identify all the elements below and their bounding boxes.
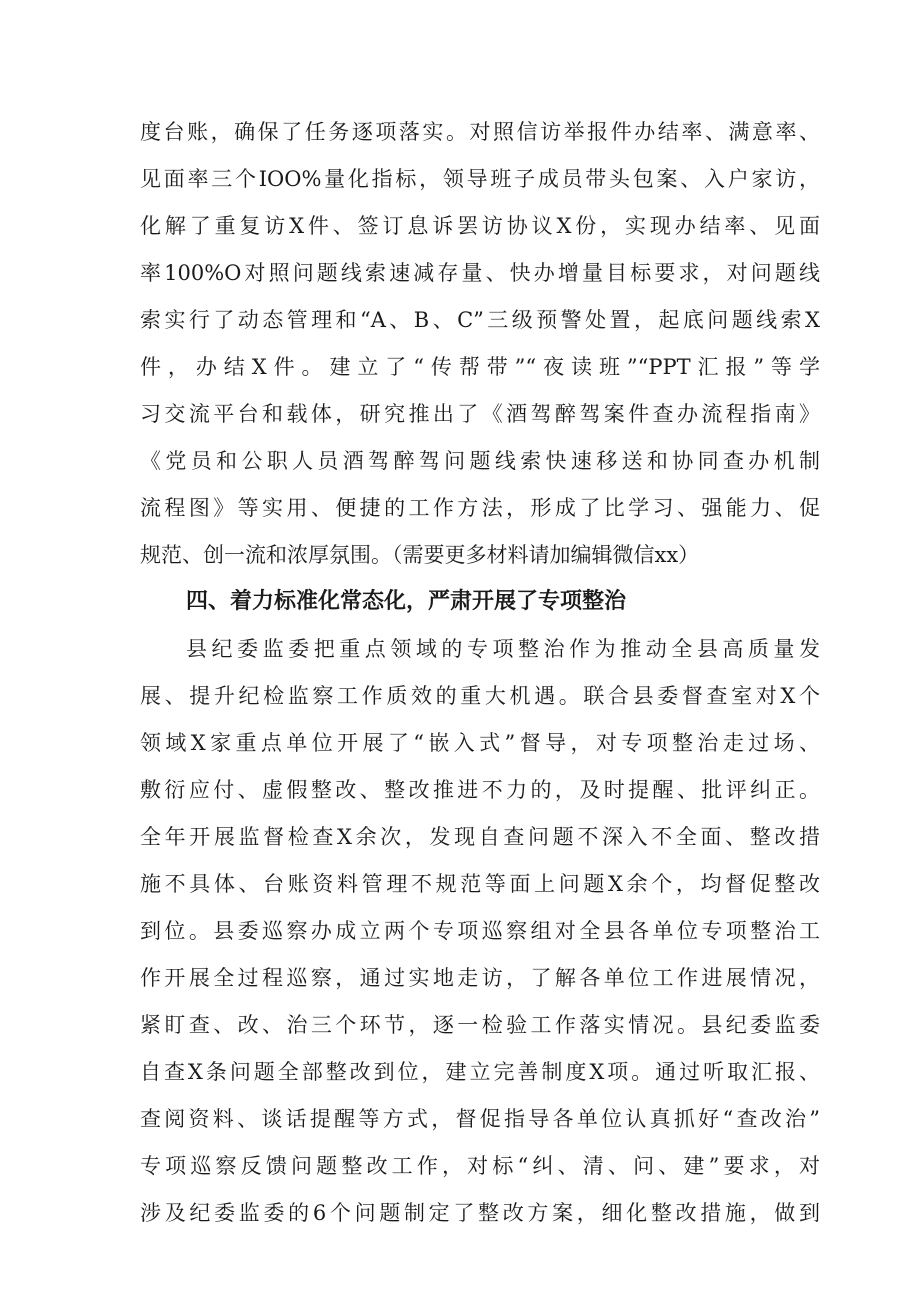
paragraph-line: 领域X家重点单位开展了“嵌入式”督导，对专项整治走过场、 bbox=[140, 731, 820, 755]
paragraph-line: 全年开展监督检查X余次，发现自查问题不深入不全面、整改措 bbox=[140, 825, 820, 849]
paragraph-line: 查阅资料、谈话提醒等方式，督促指导各单位认真抓好“查改治” bbox=[140, 1107, 820, 1131]
section-heading: 四、着力标准化常态化，严肃开展了专项整治 bbox=[186, 589, 627, 614]
paragraph-line: 规范、创一流和浓厚氛围。（需要更多材料请加编辑微信xx） bbox=[140, 543, 700, 567]
paragraph-line: 见面率三个IOO%量化指标，领导班子成员带头包案、入户家访， bbox=[140, 167, 820, 191]
paragraph-line: 流程图》等实用、便捷的工作方法，形成了比学习、强能力、促 bbox=[140, 496, 820, 520]
paragraph-line: 敷衍应付、虚假整改、整改推进不力的，及时提醒、批评纠正。 bbox=[140, 778, 820, 802]
paragraph-line: 作开展全过程巡察，通过实地走访，了解各单位工作进展情况， bbox=[140, 966, 820, 990]
paragraph-line: 涉及纪委监委的6个问题制定了整改方案，细化整改措施，做到 bbox=[140, 1201, 820, 1225]
paragraph-line: 紧盯查、改、治三个环节，逐一检验工作落实情况。县纪委监委 bbox=[140, 1013, 820, 1037]
paragraph-line: 施不具体、台账资料管理不规范等面上问题X余个，均督促整改 bbox=[140, 872, 820, 896]
paragraph-line: 县纪委监委把重点领域的专项整治作为推动全县高质量发 bbox=[186, 637, 820, 661]
paragraph-line: 化解了重复访X件、签订息诉罢访协议X份，实现办结率、见面 bbox=[140, 214, 820, 238]
paragraph-line: 展、提升纪检监察工作质效的重大机遇。联合县委督查室对X个 bbox=[140, 684, 820, 708]
paragraph-line: 索实行了动态管理和“A、B、C”三级预警处置，起底问题线索X bbox=[140, 308, 820, 332]
paragraph-line: 自查X条问题全部整改到位，建立完善制度X项。通过听取汇报、 bbox=[140, 1060, 820, 1084]
paragraph-line: 习交流平台和载体，研究推出了《酒驾醉驾案件查办流程指南》 bbox=[140, 402, 820, 426]
paragraph-line: 《党员和公职人员酒驾醉驾问题线索快速移送和协同查办机制 bbox=[140, 449, 820, 473]
paragraph-line: 度台账，确保了任务逐项落实。对照信访举报件办结率、满意率、 bbox=[140, 120, 820, 144]
paragraph-line: 件，办结X件。建立了“传帮带”“夜读班”“PPT汇报”等学 bbox=[140, 355, 820, 379]
paragraph-line: 率100%O对照问题线索速减存量、快办增量目标要求，对问题线 bbox=[140, 261, 820, 285]
paragraph-line: 到位。县委巡察办成立两个专项巡察组对全县各单位专项整治工 bbox=[140, 919, 820, 943]
paragraph-line: 专项巡察反馈问题整改工作，对标“纠、清、问、建”要求，对 bbox=[140, 1154, 820, 1178]
